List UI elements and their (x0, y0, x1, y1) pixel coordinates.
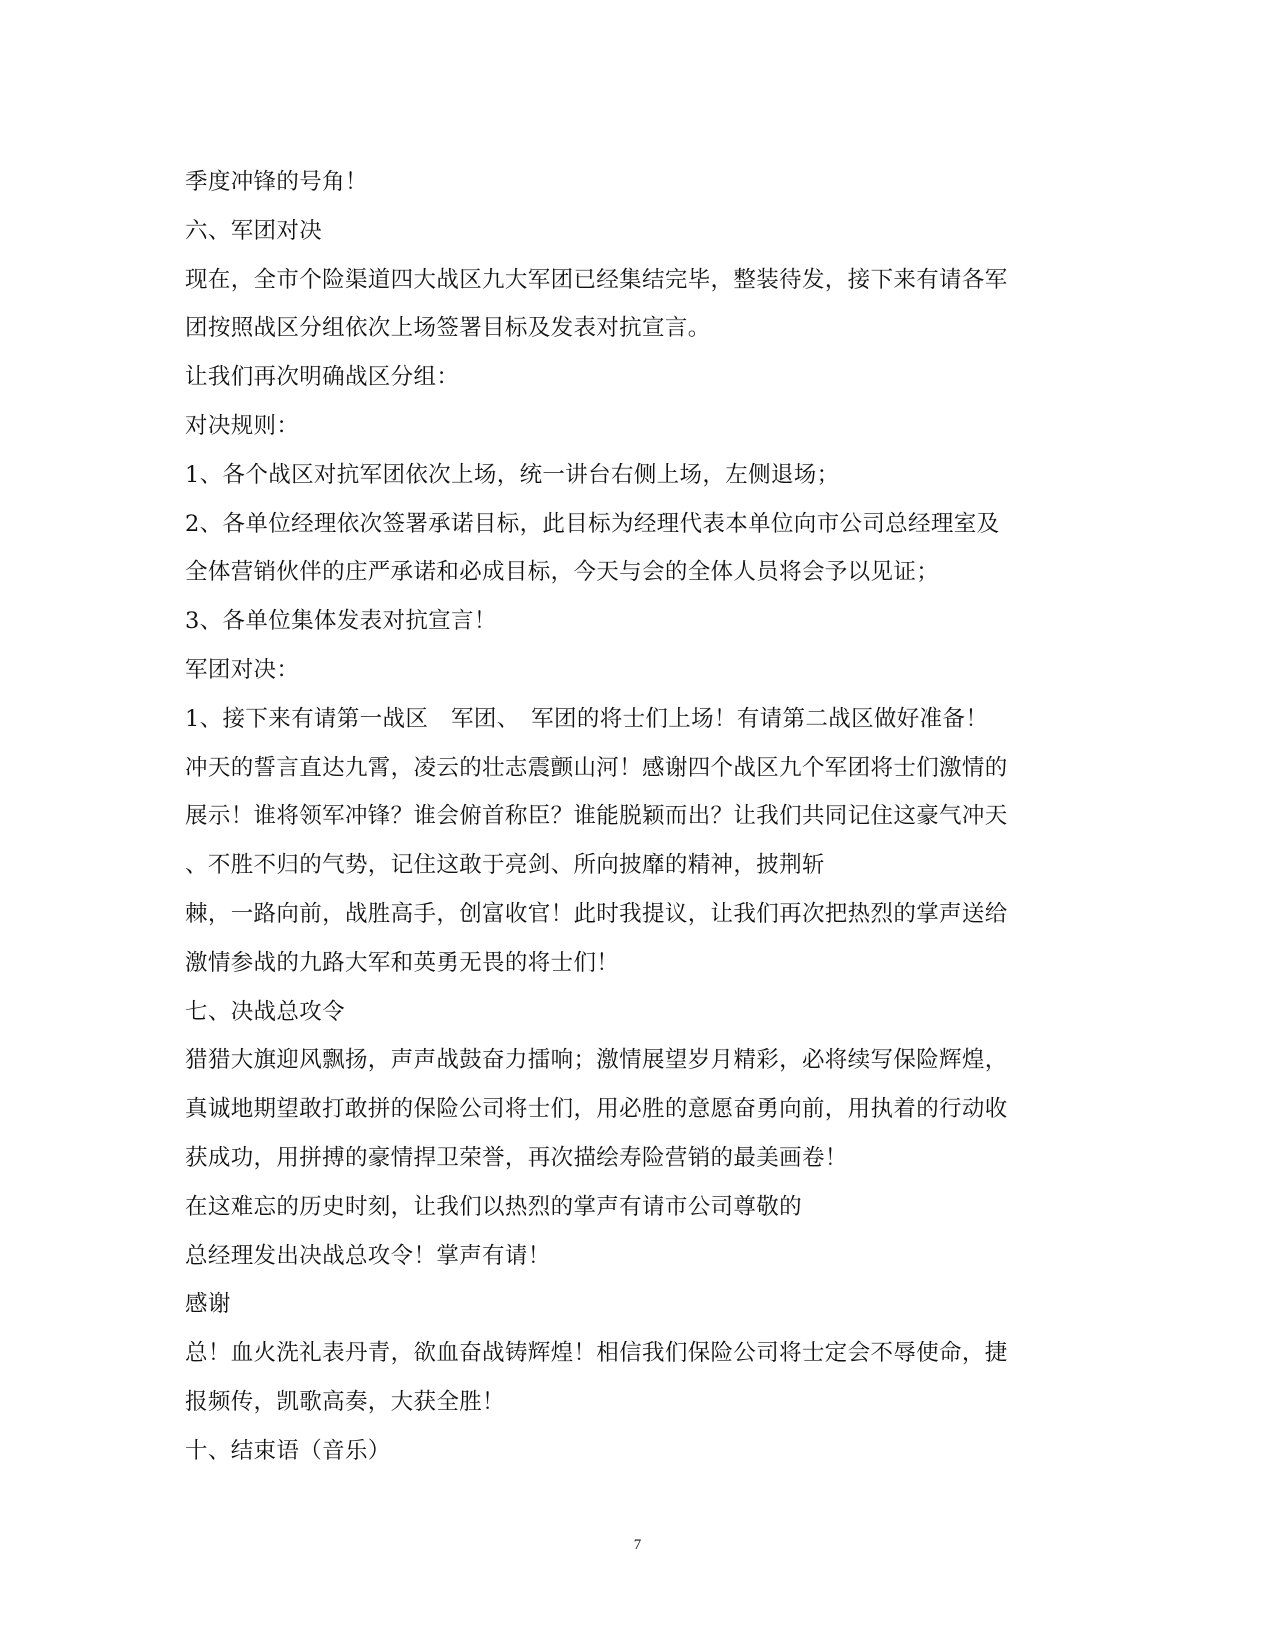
text-line: 现在，全市个险渠道四大战区九大军团已经集结完毕，整装待发，接下来有请各军 (185, 266, 1008, 293)
text-line: 总经理发出决战总攻令！掌声有请！ (185, 1242, 551, 1269)
text-line: 对决规则： (185, 412, 300, 439)
text-line: 季度冲锋的号角！ (185, 169, 368, 195)
list-item: 3、各单位集体发表对抗宣言！ (185, 608, 497, 635)
text-line: 冲天的誓言直达九霄，凌云的壮志震颤山河！感谢四个战区九个军团将士们激情的 (185, 754, 1008, 781)
text-line: 激情参战的九路大军和英勇无畏的将士们！ (185, 949, 620, 976)
text-line: 全体营销伙伴的庄严承诺和必成目标，今天与会的全体人员将会予以见证； (185, 559, 940, 586)
text-line: 棘，一路向前，战胜高手，创富收官！此时我提议，让我们再次把热烈的掌声送给 (185, 900, 1008, 927)
text-line: 感谢 (185, 1291, 231, 1318)
text-line: 团按照战区分组依次上场签署目标及发表对抗宣言。 (185, 315, 711, 342)
text-line: 总！血火洗礼表丹青，欲血奋战铸辉煌！相信我们保险公司将士定会不辱使命，捷 (185, 1340, 1008, 1367)
list-item: 1、接下来有请第一战区 军团、 军团的将士们上场！有请第二战区做好准备！ (185, 705, 989, 732)
page-number: 7 (633, 1537, 642, 1553)
section-heading: 十、结束语（音乐） (185, 1437, 391, 1464)
text-line: 获成功，用拼搏的豪情捍卫荣誉，再次描绘寿险营销的最美画卷！ (185, 1144, 848, 1171)
text-line: 展示！谁将领军冲锋？谁会俯首称臣？谁能脱颖而出？让我们共同记住这豪气冲天 (185, 803, 1008, 830)
text-line: 让我们再次明确战区分组： (185, 364, 460, 391)
document-body (185, 158, 1095, 1476)
list-item: 2、各单位经理依次签署承诺目标，此目标为经理代表本单位向市公司总经理室及 (185, 510, 1000, 537)
text-line: 、不胜不归的气势，记住这敢于亮剑、所向披靡的精神，披荆斩 (185, 852, 825, 879)
text-line: 军团对决： (185, 656, 300, 683)
section-heading: 七、决战总攻令 (185, 998, 345, 1025)
section-heading: 六、军团对决 (185, 217, 323, 244)
list-item: 1、各个战区对抗军团依次上场，统一讲台右侧上场，左侧退场； (185, 461, 840, 488)
text-line: 报频传，凯歌高奏，大获全胜！ (185, 1388, 505, 1415)
text-line: 在这难忘的历史时刻，让我们以热烈的掌声有请市公司尊敬的 (185, 1193, 802, 1220)
text-line: 真诚地期望敢打敢拼的保险公司将士们，用必胜的意愿奋勇向前，用执着的行动收 (185, 1096, 1008, 1123)
text-line: 猎猎大旗迎风飘扬，声声战鼓奋力擂响；激情展望岁月精彩，必将续写保险辉煌， (185, 1047, 1008, 1074)
